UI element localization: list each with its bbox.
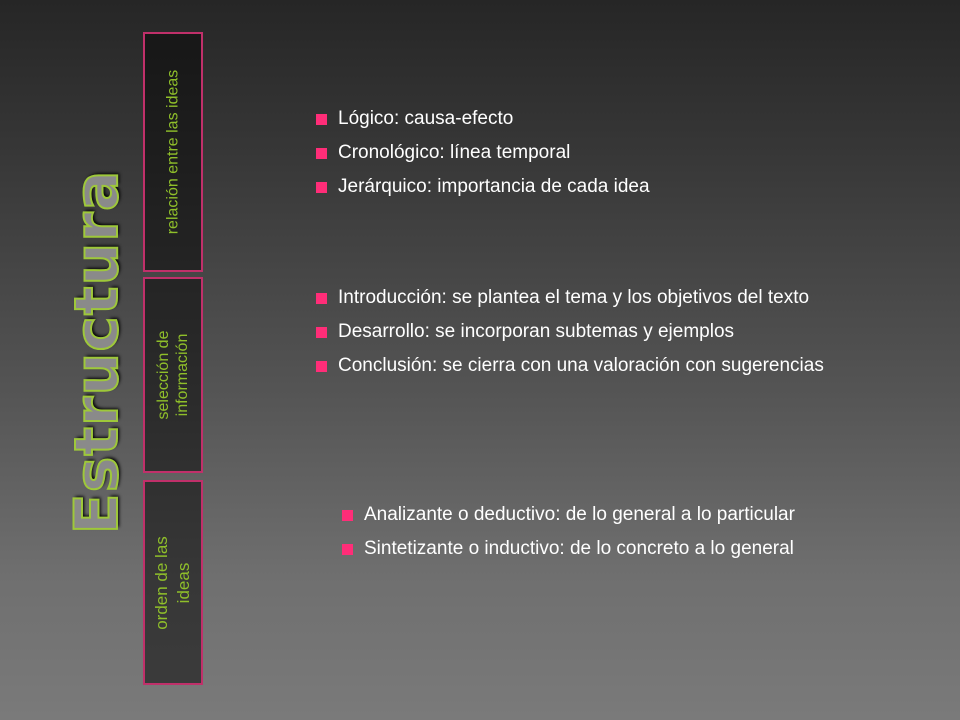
- list-item-text: Conclusión: se cierra con una valoración con sugerencias: [338, 355, 824, 376]
- side-label-relation: [164, 70, 183, 235]
- bullet-square-icon: [316, 327, 327, 338]
- list-item: [314, 141, 874, 165]
- list-item-text: Jerárquico: importancia de cada idea: [338, 176, 650, 197]
- list-item-text: Desarrollo: se incorporan subtemas y ejemplos: [338, 321, 735, 342]
- bullet-square-icon: [316, 114, 327, 125]
- bullet-square-icon: [316, 293, 327, 304]
- list-item: [314, 320, 874, 344]
- list-item: [340, 537, 930, 561]
- bullet-square-icon: [316, 361, 327, 372]
- list-item-text: Analizante o deductivo: de lo general a lo particular: [364, 504, 795, 525]
- list-item-text: Cronológico: línea temporal: [338, 142, 571, 163]
- slide-title: Estructura: [62, 169, 132, 535]
- list-item-text: Sintetizante o inductivo: de lo concreto a lo general: [364, 538, 794, 559]
- side-label-selection-line1: selección de: [155, 330, 172, 420]
- list-item-text: Lógico: causa-efecto: [338, 108, 514, 129]
- list-item: [340, 503, 930, 527]
- list-item: [314, 286, 874, 310]
- side-box-selection: [143, 277, 203, 473]
- order-list: [340, 503, 930, 571]
- side-box-relation: [143, 32, 203, 272]
- side-label-order: [151, 536, 195, 630]
- side-label-order-line1: orden de las: [152, 535, 171, 630]
- relation-list: [314, 107, 874, 209]
- bullet-square-icon: [316, 182, 327, 193]
- side-label-selection: [154, 331, 192, 420]
- bullet-square-icon: [342, 544, 353, 555]
- side-box-order: [143, 480, 203, 685]
- side-label-selection-line2: información: [174, 333, 191, 417]
- bullet-square-icon: [316, 148, 327, 159]
- title-container: [52, 169, 142, 535]
- side-label-relation-text: relación entre las ideas: [164, 69, 182, 235]
- selection-list: [314, 286, 874, 388]
- bullet-square-icon: [342, 510, 353, 521]
- list-item: [314, 175, 874, 199]
- side-label-order-line2: ideas: [174, 562, 193, 603]
- list-item: [314, 107, 874, 131]
- list-item: [314, 354, 874, 378]
- list-item-text: Introducción: se plantea el tema y los objetivos del texto: [338, 287, 810, 308]
